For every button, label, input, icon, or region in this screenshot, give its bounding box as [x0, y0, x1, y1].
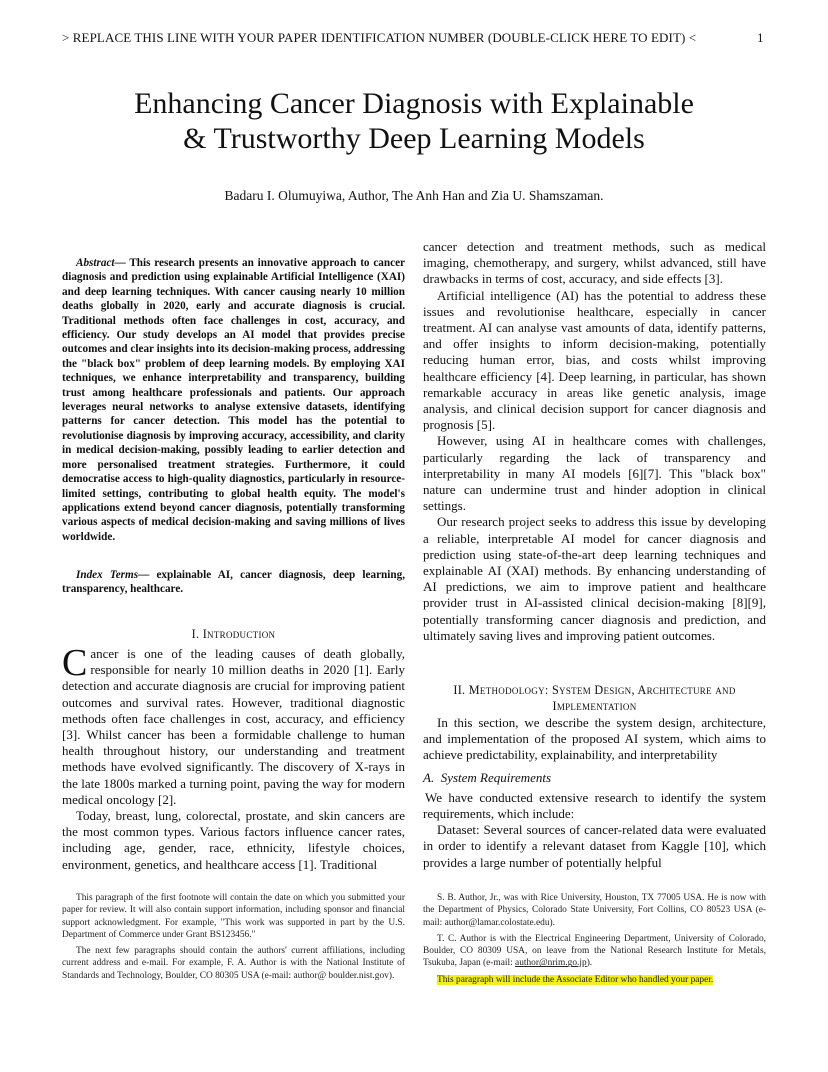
methodology-body	[423, 715, 766, 871]
highlighted-text: This paragraph will include the Associate Editor who handled your paper.	[437, 974, 714, 985]
footnote-highlighted	[423, 974, 766, 986]
section-title-line-1: Methodology: System Design, Architecture and	[468, 683, 736, 697]
paragraph: cancer detection and treatment methods, such as medical imaging, chemotherapy, and surgery, whilst advanced, still have drawbacks in terms of cost, accuracy, and side effects [3].	[423, 239, 766, 287]
title-line-1: Enhancing Cancer Diagnosis with Explainable	[134, 87, 694, 120]
page-number: 1	[757, 30, 764, 45]
section-title: Introduction	[202, 627, 276, 641]
author-list: Badaru I. Olumuyiwa, Author, The Anh Han and Zia U. Shamszaman.	[224, 188, 604, 203]
footnotes-left	[62, 892, 405, 986]
paragraph: In this section, we describe the system design, architecture, and implementation of the proposed AI system, which aims to achieve predictability, explainability, and interpretability	[423, 715, 766, 763]
section-heading-methodology	[423, 682, 766, 714]
section-title-line-2: Implementation	[552, 699, 637, 713]
paragraph: Dataset: Several sources of cancer-related data were evaluated in order to identify a relevant dataset from Kaggle [10], which provides a large number of potentially helpful	[423, 822, 766, 870]
section-number: II.	[453, 683, 466, 697]
footnote: The next few paragraphs should contain the authors' current affiliations, including current address and e-mail. For example, F. A. Author is with the National Institute of Standards and Technology, Boulder, CO 80305 USA (e-mail: author@ boulder.nist.gov).	[62, 946, 405, 981]
paragraph: Our research project seeks to address this issue by developing a reliable, interpretable AI model for cancer diagnosis and prediction using state-of-the-art deep learning techniques and explainable AI (XAI) methods. By enhancing understanding of AI predictions, we aim to improve patient and healthcare provider trust in AI-assisted clinical decision-making [8][9], potentially transforming cancer diagnosis and prediction, and ultimately saving lives and improving patient outcomes.	[423, 514, 766, 643]
title-line-2: & Trustworthy Deep Learning Models	[183, 122, 645, 155]
introduction-body	[62, 642, 405, 873]
paragraph: We have conducted extensive research to identify the system requirements, which include:	[423, 789, 766, 822]
section-number: I.	[191, 627, 200, 641]
subsection-heading: A. System Requirements	[423, 769, 552, 785]
footnote: T. C. Author is with the Electrical Engineering Department, University of Colorado, Boulder, CO 80309 USA, on leave from the National Research Institute for Metals, Tsukuba, Japan (e-mail: author@nrim.go.jp).	[423, 933, 766, 969]
email-link[interactable]: author@nrim.go.jp	[515, 958, 587, 969]
abstract-text: — This research presents an innovative approach to cancer diagnosis and prediction using explainable Artificial Intelligence (XAI) and deep learning techniques. With cancer causing nearly 10 million deaths globally in 2020, early and accurate diagnosis is crucial. Traditional methods often face challenges in cost, accuracy, and efficiency. Our study develops an AI model that provides precise outcomes and clear insights into its decision-making process, addressing the "black box" problem of deep learning models. By employing XAI techniques, we enhance interpretability and transparency, building trust among healthcare professionals and patients. Our approach leverages neural networks to analyse extensive datasets, identifying patterns for cancer detection. This model has the potential to revolutionise diagnosis by improving accuracy, accessibility, and clarity in medical decision-making, possibly leading to earlier detection and more personalised treatment strategies. Furthermore, it could democratise access to high-quality diagnostics, particularly in resource-limited settings, contributing to global health equity. The model's applications extend beyond cancer diagnosis, potentially transforming various aspects of medical decision-making and saving millions of lives worldwide.	[62, 257, 405, 543]
right-column-body	[423, 239, 766, 644]
paragraph: Today, breast, lung, colorectal, prostate, and skin cancers are the most common types. Various factors influence cancer rates, including age, gender, race, ethnicity, lifestyle choices, environment, genetics, and healthcare access [1]. Traditional	[62, 808, 405, 872]
index-terms	[62, 568, 405, 597]
running-head: > REPLACE THIS LINE WITH YOUR PAPER IDENTIFICATION NUMBER (DOUBLE-CLICK HERE TO EDIT) <	[62, 30, 697, 45]
footnotes-right	[423, 892, 766, 990]
section-heading-introduction	[62, 627, 405, 642]
paragraph: However, using AI in healthcare comes with challenges, particularly regarding the lack of transparency and interpretability in many AI models [6][7]. This "black box" nature can undermine trust and hinder adoption in clinical settings.	[423, 433, 766, 514]
abstract-label: Abstract	[76, 257, 115, 269]
paper-title	[0, 86, 828, 156]
index-terms-text: — explainable AI, cancer diagnosis, deep learning, transparency, healthcare.	[62, 569, 405, 596]
drop-cap: C	[62, 642, 88, 684]
paragraph: Artificial intelligence (AI) has the potential to address these issues and revolutionise healthcare, especially in cancer treatment. AI can analyse vast amounts of data, identify patterns, and offer insights to inform decision-making, potentially reducing human error, bias, and costs whilst improving healthcare efficiency [4]. Deep learning, in particular, has shown remarkable accuracy in areas like genetic analysis, image analysis, and clinical decision support for cancer diagnosis and prognosis [5].	[423, 287, 766, 433]
abstract	[62, 256, 405, 544]
footnote: S. B. Author, Jr., was with Rice University, Houston, TX 77005 USA. He is now with the Department of Physics, Colorado State University, Fort Collins, CO 80523 USA (e-mail: author@lamar.colostate.edu).	[423, 893, 766, 928]
paragraph: Cancer is one of the leading causes of death globally, responsible for nearly 10 million deaths in 2020 [1]. Early detection and accurate diagnosis are crucial for improving patient outcomes and survival rates. However, traditional diagnostic methods often face challenges in cost, accuracy, and efficiency [3]. Whilst cancer has been a formidable challenge to human health throughout history, our understanding and treatment methods have evolved significantly. The discovery of X-rays in the late 1800s marked a turning point, paving the way for modern medical oncology [2].	[62, 642, 405, 807]
footnote: This paragraph of the first footnote will contain the date on which you submitted your paper for review. It will also contain support information, including sponsor and financial support acknowledgment. For example, "This work was supported in part by the U.S. Department of Commerce under Grant BS123456."	[62, 893, 405, 940]
index-terms-label: Index Terms	[76, 569, 139, 581]
